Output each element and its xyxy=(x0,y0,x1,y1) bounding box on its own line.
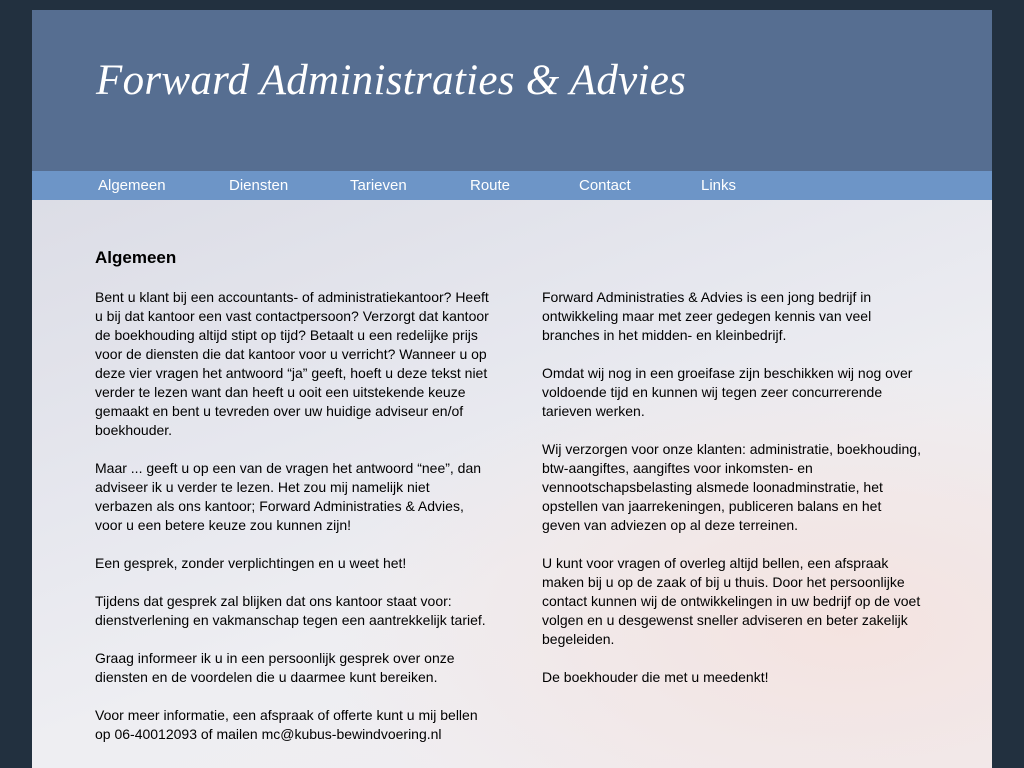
paragraph: Bent u klant bij een accountants- of administratiekantoor? Heeft u bij dat kantoor een vast contactpersoon? Verzorgt dat kantoor de boekhouding altijd stipt op tijd? Betaalt u een redelijke prijs voor de diensten die dat kantoor voor u verricht? Wanneer u op deze vier vragen het antwoord “ja” geeft, hoeft u deze tekst niet verder te lezen want dan heeft u ooit een uitstekende keuze gemaakt en bent u tevreden over uw huidige adviseur en/of boekhouder. xyxy=(95,289,489,438)
nav-contact[interactable]: Contact xyxy=(579,177,631,194)
paragraph: Een gesprek, zonder verplichtingen en u weet het! xyxy=(95,555,407,571)
nav-tarieven[interactable]: Tarieven xyxy=(350,177,407,194)
site-title: Forward Administraties & Advies xyxy=(96,57,687,104)
page-container xyxy=(32,10,992,768)
paragraph: Maar ... geeft u op een van de vragen het antwoord “nee”, dan adviseer ik u verder te lezen. Het zou mij namelijk niet verbazen als ons kantoor; Forward Administraties & Advies, voor u een betere keuze zou kunnen zijn! xyxy=(95,460,482,533)
paragraph: Tijdens dat gesprek zal blijken dat ons kantoor staat voor: dienstverlening en vakmanschap tegen een aantrekkelijk tarief. xyxy=(95,593,486,628)
content-area xyxy=(32,200,992,768)
nav-links[interactable]: Links xyxy=(701,177,737,194)
paragraph: Omdat wij nog in een groeifase zijn beschikken wij nog over voldoende tijd en kunnen wij tegen zeer concurrerende tarieven werken. xyxy=(542,365,913,419)
nav-diensten[interactable]: Diensten xyxy=(229,177,289,194)
page-heading: Algemeen xyxy=(95,248,177,267)
contact-paragraph: Voor meer informatie, een afspraak of offerte kunt u mij bellen op 06-40012093 of mailen mc@kubus-bewindvoering.nl xyxy=(95,707,478,742)
paragraph: De boekhouder die met u meedenkt! xyxy=(542,669,769,685)
site-header xyxy=(32,10,992,171)
main-nav xyxy=(32,171,992,200)
paragraph: U kunt voor vragen of overleg altijd bellen, een afspraak maken bij u op de zaak of bij u thuis. Door het persoonlijke contact kunnen wij de ontwikkelingen in uw bedrijf op de voet volgen en u desgewenst sneller adviseren en beter zakelijk begeleiden. xyxy=(542,555,921,647)
right-column xyxy=(542,288,922,706)
left-column xyxy=(95,288,491,763)
nav-route[interactable]: Route xyxy=(470,177,511,194)
paragraph: Forward Administraties & Advies is een jong bedrijf in ontwikkeling maar met zeer gedegen kennis van veel branches in het midden- en kleinbedrijf. xyxy=(542,289,872,343)
paragraph: Wij verzorgen voor onze klanten: administratie, boekhouding, btw-aangiftes, aangiftes voor inkomsten- en vennootschapsbelasting alsmede loonadminstratie, het opstellen van jaarrekeningen, publiceren balans en het geven van adviezen op al deze terreinen. xyxy=(542,441,921,533)
nav-algemeen[interactable]: Algemeen xyxy=(98,177,166,194)
paragraph: Graag informeer ik u in een persoonlijk gesprek over onze diensten en de voordelen die u daarmee kunt bereiken. xyxy=(95,650,455,685)
